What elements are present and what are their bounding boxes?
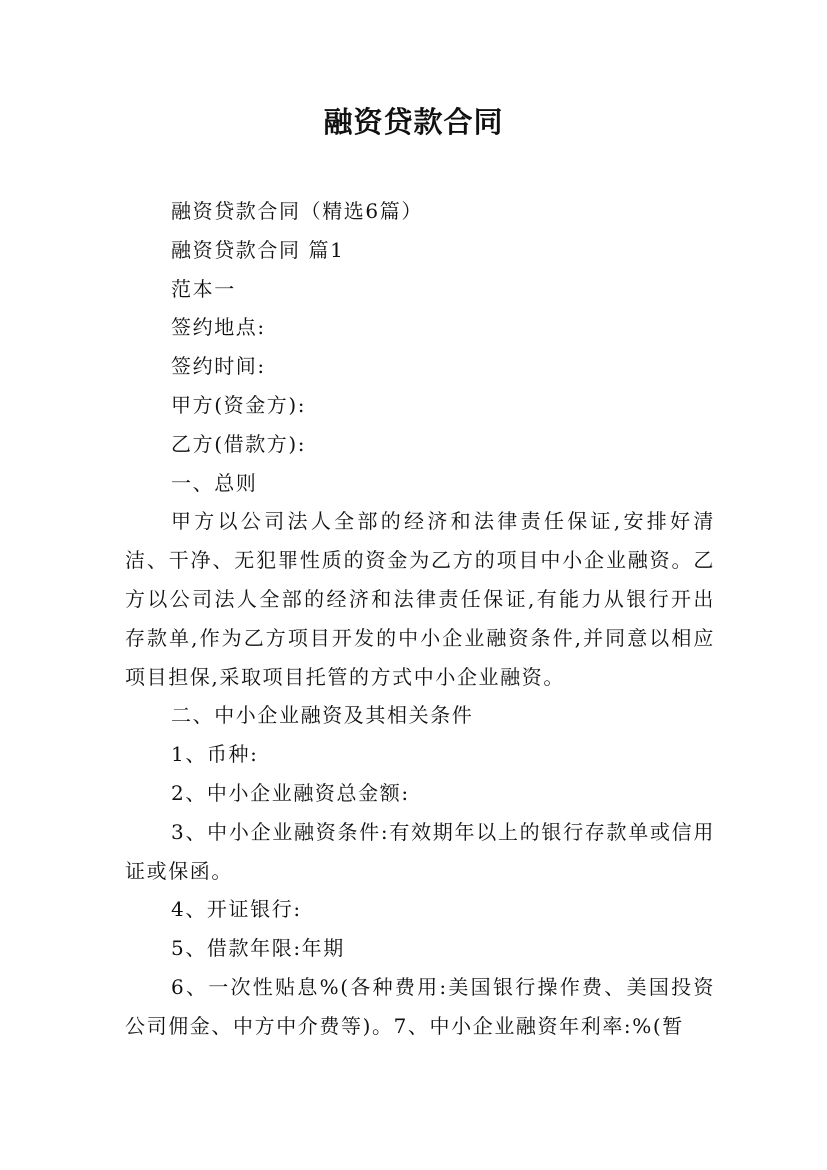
section-heading-line: 融资贷款合同 篇1 [171,237,345,262]
template-label-line: 范本一 [171,276,236,301]
party-a-line: 甲方(资金方): [171,392,307,417]
loan-term-item: 5、借款年限:年期 [171,936,345,961]
subtitle-line: 融资贷款合同（精选6篇） [171,199,423,223]
document-title: 融资贷款合同 [323,105,504,139]
issuing-bank-item: 4、开证银行: [171,897,302,922]
general-principles-paragraph: 甲方以公司法人全部的经济和法律责任保证,安排好清洁、干净、无犯罪性质的资金为乙方的项目中小企业融资。乙方以公司法人全部的经济和法律责任保证,有能力从银行开出存款单,作为乙方项目开发的中小企业融资条件,并同意以相应项目担保,采取项目托管的方式中小企业融资。 [125,509,715,689]
signing-time-line: 签约时间: [171,354,266,379]
section-two-heading: 二、中小企业融资及其相关条件 [171,703,474,728]
total-amount-item: 2、中小企业融资总金额: [171,780,410,805]
document-body [125,192,715,1046]
financing-conditions-item: 3、中小企业融资条件:有效期年以上的银行存款单或信用证或保函。 [125,819,715,883]
signing-place-line: 签约地点: [171,315,266,340]
currency-item: 1、币种: [171,742,259,767]
general-principles-heading: 一、总则 [171,470,258,495]
discount-fee-item: 6、一次性贴息%(各种费用:美国银行操作费、美国投资公司佣金、中方中介费等)。7、中小企业融资年利率:%(暂 [125,974,715,1038]
party-b-line: 乙方(借款方): [171,431,307,456]
